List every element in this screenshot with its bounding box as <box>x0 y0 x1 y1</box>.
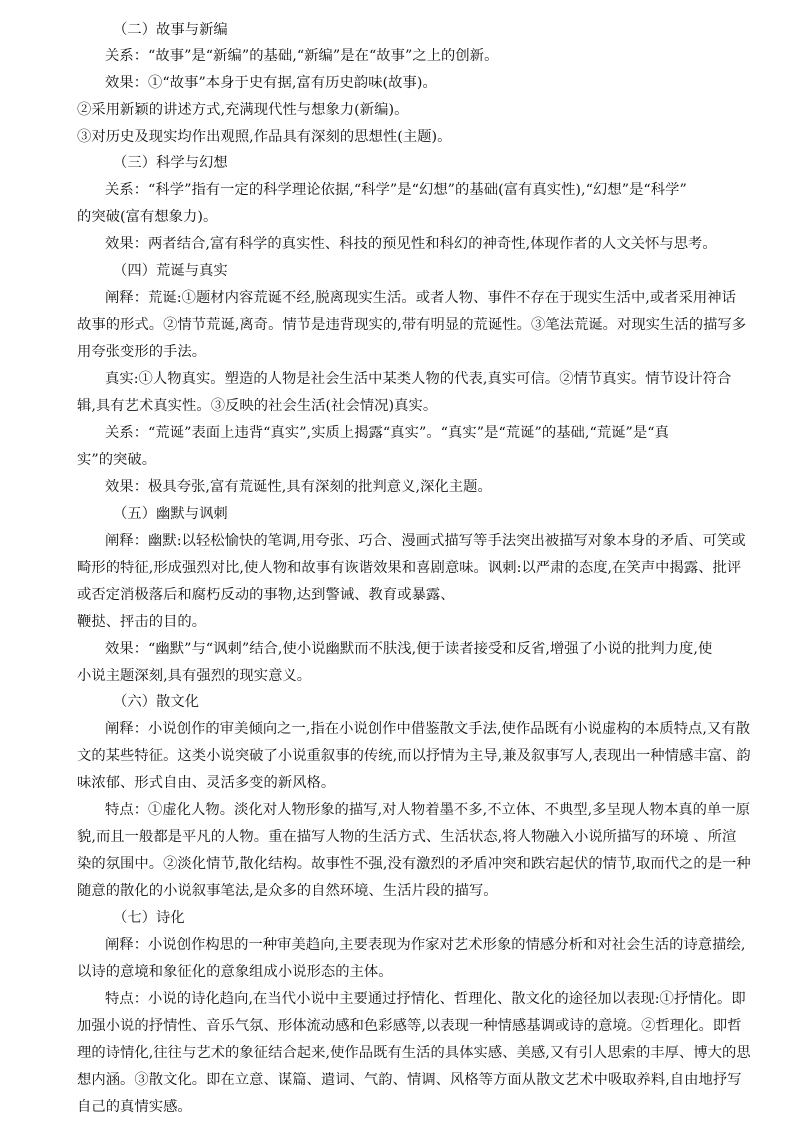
text-line: 阐释：幽默:以轻松愉快的笔调,用夸张、巧合、漫画式描写等手法突出被描写对象本身的矛盾、可笑或 <box>105 533 746 549</box>
section-heading-3: （三）科学与幻想 <box>113 155 228 171</box>
text-line: 故事的形式。②情节荒诞,离奇。情节是违背现实的,带有明显的荒诞性。③笔法荒诞。对现实生活的描写多 <box>77 317 747 333</box>
text-line: 小说主题深刻,具有强烈的现实意义。 <box>77 668 312 684</box>
text-line: 理的诗情化,往往与艺术的象征结合起来,使作品既有生活的具体实感、美感,又有引人思索的丰厚、博大的思 <box>77 1045 751 1061</box>
text-line: 鞭挞、抨击的目的。 <box>77 614 207 630</box>
text-line: 畸形的特征,形成强烈对比,使人物和故事有诙谐效果和喜剧意味。讽刺:以严肃的态度,在笑声中揭露、批评 <box>77 560 742 576</box>
text-line: 貌,而且一般都是平凡的人物。重在描写人物的生活方式、生活状态,将人物融入小说所描写的环境 、所渲 <box>77 829 737 845</box>
text-line: 效果：极具夸张,富有荒诞性,具有深刻的批判意义,深化主题。 <box>105 479 492 495</box>
section-heading-5: （五）幽默与讽刺 <box>113 506 228 522</box>
text-line: 染的氛围中。②淡化情节,散化结构。故事性不强,没有激烈的矛盾冲突和跌宕起伏的情节,取而代之的是一种 <box>77 856 751 872</box>
text-line: 以诗的意境和象征化的意象组成小说形态的主体。 <box>77 964 393 980</box>
text-line: 效果：两者结合,富有科学的真实性、科技的预见性和科幻的神奇性,体现作者的人文关怀与思考。 <box>105 236 717 252</box>
text-line: 阐释：荒诞:①题材内容荒诞不经,脱离现实生活。或者人物、事件不存在于现实生活中,或者采用神话 <box>105 290 736 306</box>
text-line: 特点：小说的诗化趋向,在当代小说中主要通过抒情化、哲理化、散文化的途径加以表现:①抒情化。即 <box>105 991 746 1007</box>
text-line: 效果：①“故事”本身于史有据,富有历史韵味(故事)。 <box>105 75 437 91</box>
text-line: 实”的突破。 <box>77 452 157 468</box>
text-line: 关系：“科学”指有一定的科学理论依据,“科学”是“幻想”的基础(富有真实性),“幻想”是“科学” <box>105 182 687 198</box>
section-heading-4: （四）荒诞与真实 <box>113 263 228 279</box>
text-line: 随意的散化的小说叙事笔法,是众多的自然环境、生活片段的描写。 <box>77 883 498 899</box>
text-line: ②采用新颖的讲述方式,充满现代性与想象力(新编)。 <box>77 102 409 118</box>
text-line: 阐释：小说创作构思的一种审美趋向,主要表现为作家对艺术形象的情感分析和对社会生活的诗意描绘, <box>105 937 746 953</box>
text-line: 文的某些特征。这类小说突破了小说重叙事的传统,而以抒情为主导,兼及叙事写人,表现出一种情感丰富、韵 <box>77 748 751 764</box>
text-line: 辑,具有艺术真实性。③反映的社会生活(社会情况)真实。 <box>77 398 438 414</box>
text-line: 或否定消极落后和腐朽反动的事物,达到警诫、教育或暴露、 <box>77 587 455 603</box>
section-heading-2: （二）故事与新编 <box>113 22 228 38</box>
text-line: 味浓郁、形式自由、灵活多变的新风格。 <box>77 775 336 791</box>
text-line: 加强小说的抒情性、音乐气氛、形体流动感和色彩感等,以表现一种情感基调或诗的意境。②哲理化。即哲 <box>77 1018 742 1034</box>
text-line: 真实:①人物真实。塑造的人物是社会生活中某类人物的代表,真实可信。②情节真实。情节设计符合 <box>105 371 732 387</box>
text-line: ③对历史及现实均作出观照,作品具有深刻的思想性(主题)。 <box>77 129 452 145</box>
text-line: 效果：“幽默”与“讽刺”结合,使小说幽默而不肤浅,便于读者接受和反省,增强了小说的批判力度,使 <box>105 641 713 657</box>
text-line: 关系：“荒诞”表面上违背“真实”,实质上揭露“真实”。“真实”是“荒诞”的基础,“荒诞”是“真 <box>105 425 669 441</box>
text-line: 想内涵。③散文化。即在立意、谋篇、遣词、气韵、情调、风格等方面从散文艺术中吸取养料,自由地抒写 <box>77 1072 742 1088</box>
section-heading-6: （六）散文化 <box>113 694 200 710</box>
text-line: 的突破(富有想象力)。 <box>77 209 218 225</box>
text-line: 自己的真情实感。 <box>77 1099 192 1115</box>
text-line: 关系：“故事”是“新编”的基础,“新编”是在“故事”之上的创新。 <box>105 48 499 64</box>
text-line: 特点：①虚化人物。淡化对人物形象的描写,对人物着墨不多,不立体、不典型,多呈现人物本真的单一原 <box>105 802 751 818</box>
section-heading-7: （七）诗化 <box>113 910 185 926</box>
text-line: 阐释：小说创作的审美倾向之一,指在小说创作中借鉴散文手法,使作品既有小说虚构的本质特点,又有散 <box>105 721 751 737</box>
text-line: 用夸张变形的手法。 <box>77 344 207 360</box>
